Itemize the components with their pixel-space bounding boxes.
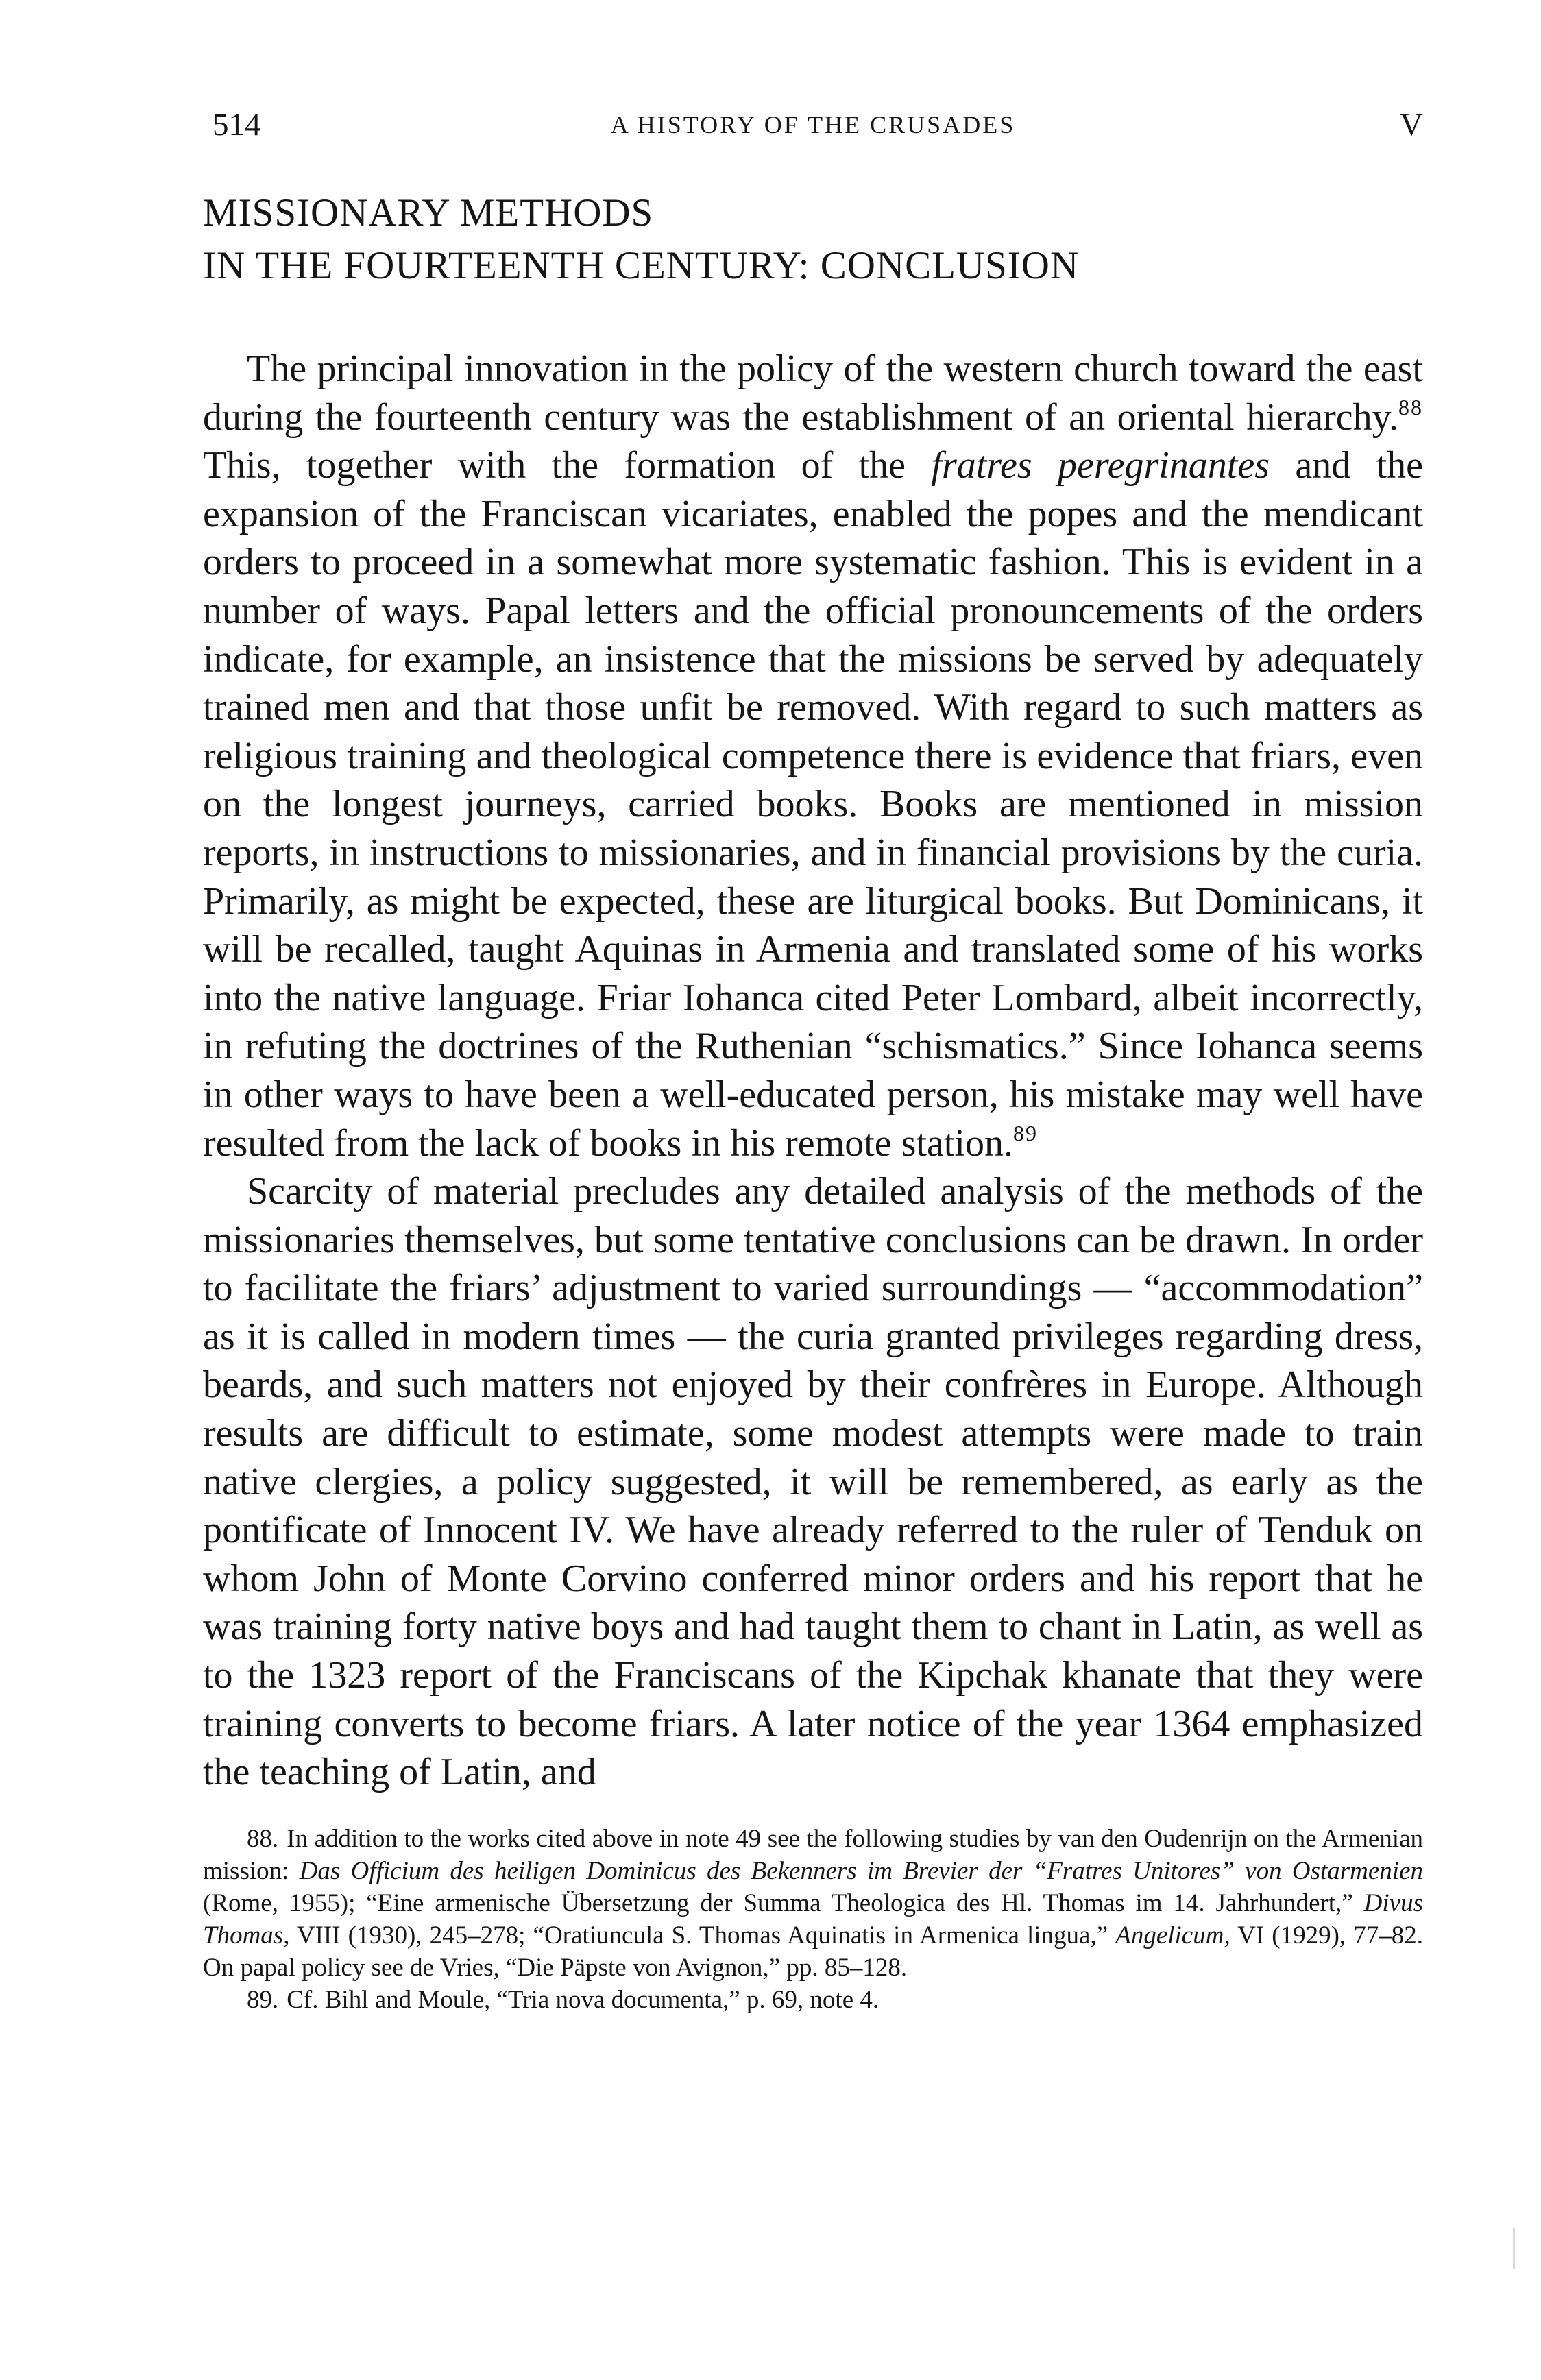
paragraph: Scarcity of material precludes any detailed analysis of the methods of the missionaries themselves, but some tentative conclusions can be drawn. In order to facilitate the friars’ adjustment to varied surroundings — “accommodation” as it is called in modern times — the curia granted privileges regarding dress, beards, and such matters not enjoyed by their confrères in Europe. Although results are difficult to estimate, some modest attempts were made to train native clergies, a policy suggested, it will be remembered, as early as the pontificate of Innocent IV. We have already referred to the ruler of Tenduk on whom John of Monte Corvino conferred minor orders and his report that he was training forty native boys and had taught them to chant in Latin, as well as to the 1323 report of the Franciscans of the Kipchak khanate that they were training converts to become friars. A later notice of the year 1364 emphasized the teaching of Latin, and bbox=[203, 1170, 1423, 1794]
body-text bbox=[203, 345, 1423, 1797]
book-page bbox=[203, 103, 1423, 2016]
paragraph bbox=[203, 345, 1423, 1167]
paragraph-text: This, together with the formation of the bbox=[203, 444, 932, 487]
paragraph-text: The principal innovation in the policy of the western church toward the east during the fourteenth century was the establishment of an oriental hierarchy. bbox=[203, 348, 1423, 439]
section-heading bbox=[203, 186, 1423, 292]
section-heading-line-1: MISSIONARY METHODS bbox=[203, 191, 654, 234]
footnote-number: 88. bbox=[247, 1824, 279, 1853]
footnote-title: Divus Thomas, bbox=[203, 1889, 1423, 1950]
footnote-number: 89. bbox=[247, 1985, 279, 2014]
italic-term: fratres peregrinantes bbox=[931, 444, 1270, 487]
book-title: A HISTORY OF THE CRUSADES bbox=[610, 111, 1016, 138]
footnotes bbox=[203, 1823, 1423, 2016]
footnote-text: (Rome, 1955); “Eine armenische Übersetzung der Summa Theologica des Hl. Thomas im 14. Jahrhundert,” bbox=[203, 1889, 1364, 1917]
chapter-number: V bbox=[1400, 107, 1423, 143]
section-heading-line-2: IN THE FOURTEENTH CENTURY: CONCLUSION bbox=[203, 244, 1080, 287]
footnote-text: VIII (1930), 245–278; “Oratiuncula S. Thomas Aquinatis in Armenica lingua,” bbox=[289, 1921, 1116, 1950]
footnote-title: Angelicum, bbox=[1115, 1921, 1230, 1950]
footnote-89 bbox=[203, 1984, 1423, 2016]
footnote-reference-89: 89 bbox=[1012, 1120, 1038, 1145]
footnote-text: Cf. Bihl and Moule, “Tria nova documenta,” p. 69, note 4. bbox=[287, 1985, 879, 2014]
running-head bbox=[203, 103, 1423, 147]
footnote-reference-88: 88 bbox=[1398, 394, 1423, 420]
footnote-text: VI (1929), 77–82. On papal policy see de Vries, “Die Päpste von Avignon,” pp. 85–128. bbox=[203, 1921, 1423, 1982]
footnote-text: In addition to the works cited above in note 49 see the following studies by van den Oudenrijn on the Armenian mission: bbox=[203, 1824, 1423, 1885]
scan-margin-mark bbox=[1513, 2228, 1515, 2269]
paragraph-text: and the expansion of the Franciscan vicariates, enabled the popes and the mendicant orders to proceed in a somewhat more systematic fashion. This is evident in a number of ways. Papal letters and the official pronouncements of the orders indicate, for example, an insistence that the missions be served by adequately trained men and that those unfit be removed. With regard to such matters as religious training and theological competence there is evidence that friars, even on the longest journeys, carried books. Books are mentioned in mission reports, in instructions to missionaries, and in financial provisions by the curia. Primarily, as might be expected, these are liturgical books. But Dominicans, it will be recalled, taught Aquinas in Armenia and translated some of his works into the native language. Friar Iohanca cited Peter Lombard, albeit incorrectly, in refuting the doctrines of the Ruthenian “schismatics.” Since Iohanca seems in other ways to have been a well-educated person, his mistake may well have resulted from the lack of books in his remote station. bbox=[203, 444, 1423, 1165]
page-number: 514 bbox=[213, 107, 261, 143]
footnote-88 bbox=[203, 1823, 1423, 1984]
footnote-title: Das Officium des heiligen Dominicus des Bekenners im Brevier der “Fratres Unitores” von Ostarmenien bbox=[299, 1856, 1423, 1885]
